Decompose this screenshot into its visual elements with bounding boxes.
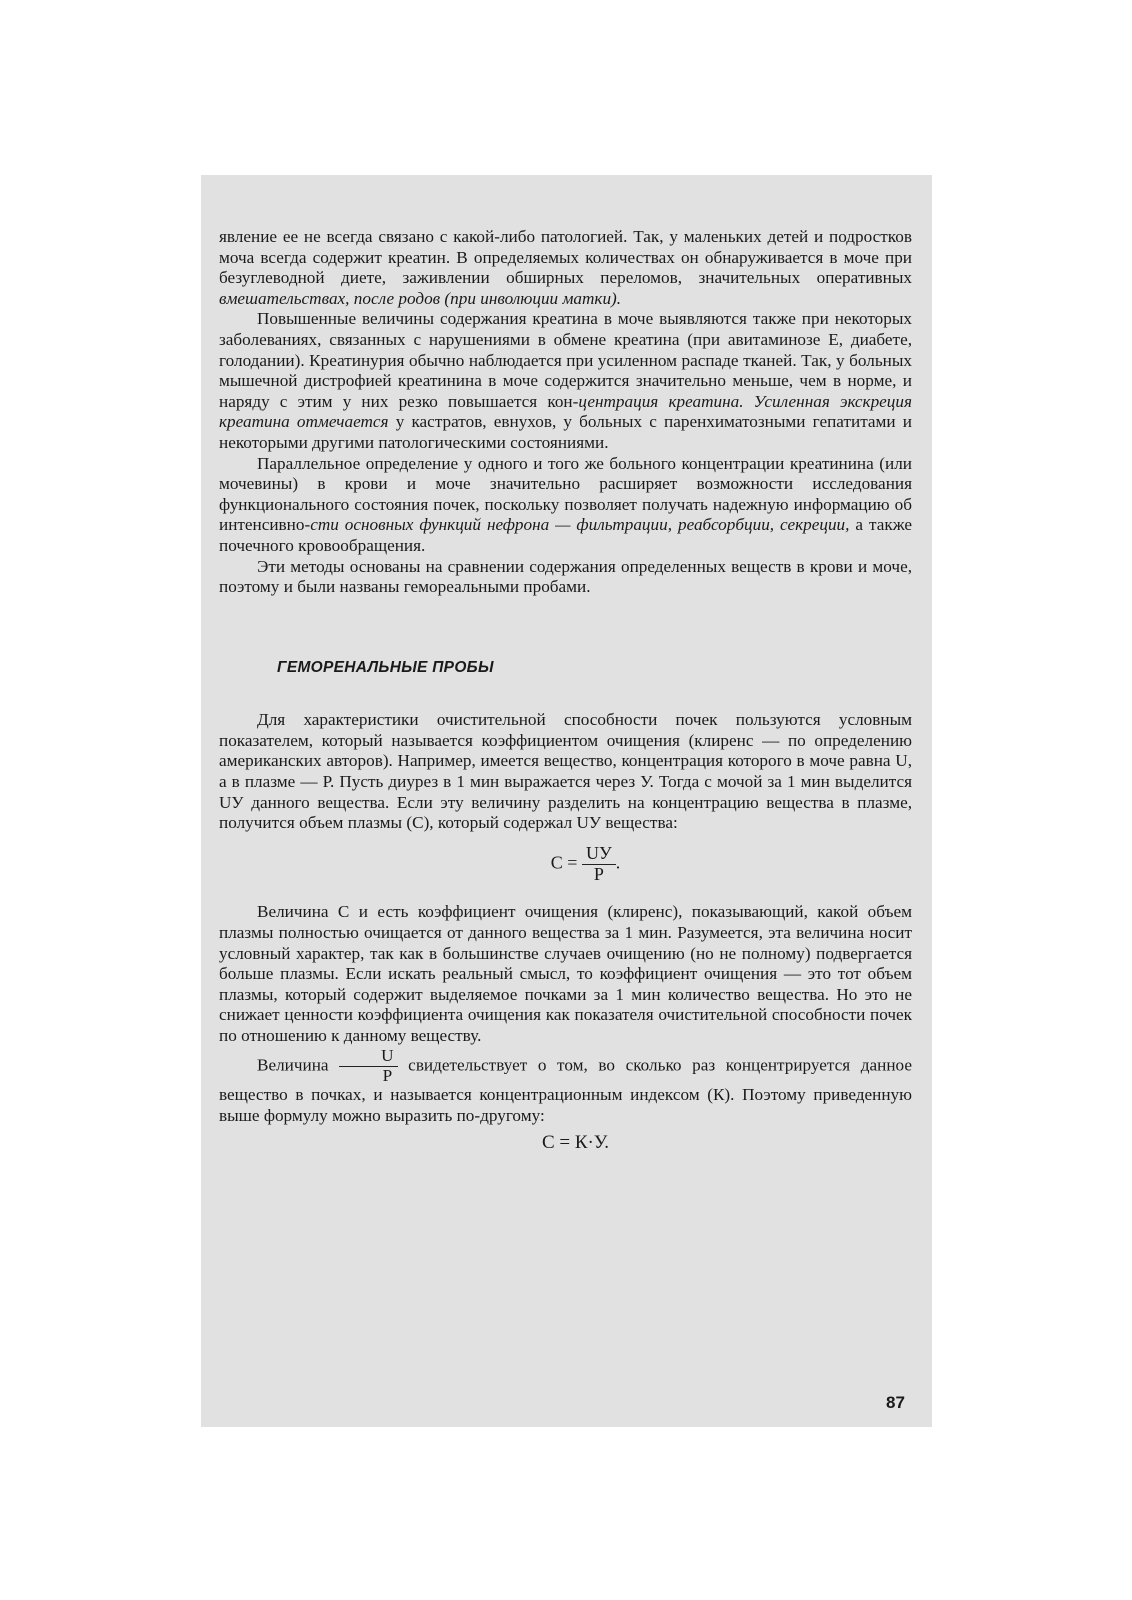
paragraph	[219, 1047, 912, 1127]
text-run: у кастратов, евнухов, у больных с паренхиматозными гепатитами и некоторыми другими патологическими состояниями.	[219, 412, 912, 452]
text-run-italic: вмешательствах, после родов (при инволюции матки).	[219, 288, 622, 308]
clearance-formula	[259, 844, 912, 885]
text-run: Повышенные величины содержания креатина в моче выявляются также при некоторых заболеваниях, связанных с нарушениями в обмене креатина (при авитаминозе Е, диабете, голодании). Креатинурия обычно наблюдается при усиленном распаде тканей. Так, у больных мышечной дистрофией креатинина в моче содержится значительно меньше, чем в норме, и наряду с этим у них резко повышается кон-	[219, 309, 912, 411]
text-run: Параллельное определение у одного и того же больного концентрации креатинина (или мочевины) в крови и моче значительно расширяет возможности исследования функционального состояния почек, поскольку позволяет получать надежную информацию об интенсивно-	[219, 453, 912, 535]
formula-lhs: C =	[550, 852, 578, 873]
text-run-italic: центрация креатина. Усиленная экскреция креатина отмечается	[219, 391, 912, 432]
paragraph: Для характеристики очистительной способности почек пользуются условным показателем, который называется коэффициентом очищения (клиренс — по определению американских авторов). Например, имеется вещество, концентрация которого в моче равна U, а в плазме — Р. Пусть диурез в 1 мин выражается через У. Тогда с мочой за 1 мин выделится UУ данного вещества. Если эту величину разделить на концентрацию вещества в плазме, получится объем плазмы (С), который содержал UУ вещества:	[219, 710, 912, 833]
fraction-numerator: UУ	[582, 844, 616, 865]
section-heading: ГЕМОРЕНАЛЬНЫЕ ПРОБЫ	[277, 658, 494, 676]
paragraph: Величина С и есть коэффициент очищения (клиренс), показывающий, какой объем плазмы полностью очищается от данного вещества за 1 мин. Разумеется, эта величина носит условный характер, так как в большинстве случаев очищению (но не полному) подвергается больше плазмы. Если искать реальный смысл, то коэффициент очищения — это тот объем плазмы, который содержит выделяемое почками за 1 мин количество вещества. Но это не снижает ценности коэффициента очищения как показателя очистительной способности почек по отношению к данному веществу.	[219, 902, 912, 1045]
text-run: явление ее не всегда связано с какой-либо патологией. Так, у маленьких детей и подростков моча всегда содержит креатин. В определяемых количествах он обнаруживается в моче при безуглеводной диете, заживлении обширных переломов, значительных оперативных	[219, 227, 912, 288]
page-body	[219, 227, 912, 1153]
text-run: Величина	[257, 1054, 340, 1074]
fraction-denominator: P	[593, 863, 604, 884]
concentration-formula: С = К·У.	[542, 1131, 609, 1153]
fraction-numerator: U	[339, 1047, 397, 1067]
text-run-italic: сти основных функций нефрона — фильтрации, реабсорбции, секреции,	[310, 515, 850, 535]
fraction-denominator: P	[382, 1065, 393, 1085]
paragraph	[219, 309, 912, 453]
formula-end: .	[615, 852, 621, 873]
paragraph	[219, 227, 912, 309]
text-run: свидетельствует о том, во сколько раз концентрируется данное вещество в почках, и называется концентрационным индексом (К). Поэтому приведенную выше формулу можно выразить по-другому:	[219, 1054, 912, 1126]
paragraph	[219, 454, 912, 557]
page-number: 87	[886, 1393, 905, 1412]
formula-fraction	[582, 844, 616, 885]
inline-fraction	[339, 1047, 397, 1086]
text-run: а также почечного кровообращения.	[219, 515, 912, 555]
paragraph: Эти методы основаны на сравнении содержания определенных веществ в крови и моче, поэтому и были названы гемореальными пробами.	[219, 556, 912, 597]
